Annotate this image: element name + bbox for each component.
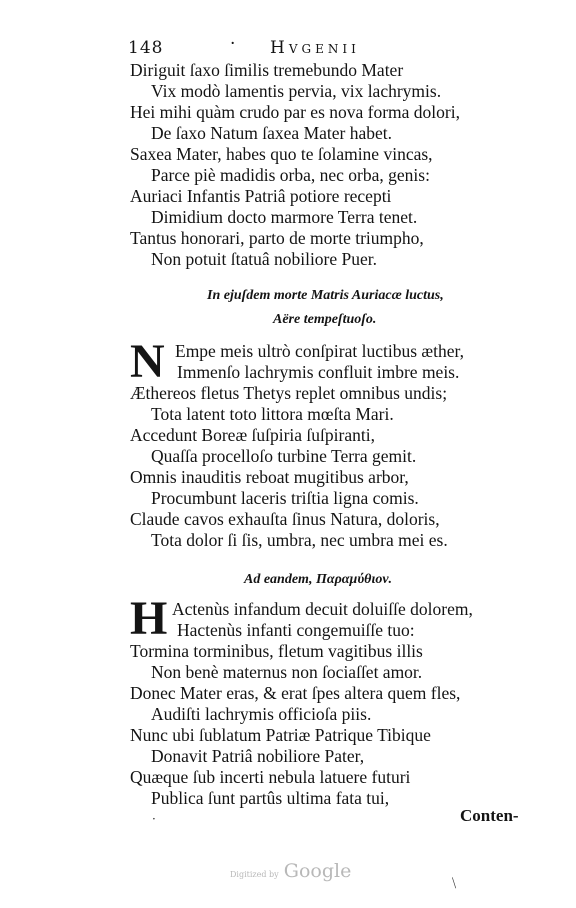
verse-line: Quæque ſub incerti nebula latuere futuri (130, 767, 411, 787)
catchword: Conten- (460, 806, 519, 825)
drop-capital: H (130, 592, 168, 645)
watermark-logo: Google (283, 860, 352, 882)
verse-line: Tota dolor ſi ſis, umbra, nec umbra mei es. (151, 530, 448, 550)
verse-line: Saxea Mater, habes quo te ſolamine vincas, (130, 144, 433, 164)
verse-line: Accedunt Boreæ ſuſpiria ſuſpiranti, (130, 425, 375, 445)
verse-line: Immenſo lachrymis confluit imbre meis. (177, 362, 460, 382)
header-separator: · (230, 34, 237, 54)
drop-capital: N (130, 335, 165, 388)
verse-line: Non benè maternus non ſociaſſet amor. (151, 662, 423, 682)
verse-line: Publica ſunt partûs ultima fata tui, (151, 788, 390, 808)
verse-line: Quaſſa procelloſo turbine Terra gemit. (151, 446, 417, 466)
verse-line: Omnis inauditis reboat mugitibus arbor, (130, 467, 409, 487)
verse-line: De ſaxo Natum ſaxea Mater habet. (151, 123, 393, 143)
verse-line: Claude cavos exhauſta ſinus Natura, doloris, (130, 509, 440, 529)
verse-line: Audiſti lachrymis officioſa piis. (151, 704, 372, 724)
verse-line: Nunc ubi ſublatum Patriæ Patrique Tibique (130, 725, 431, 745)
verse-line: Tota latent toto littora mœſta Mari. (151, 404, 394, 424)
verse-line: Donavit Patriâ nobiliore Pater, (151, 746, 365, 766)
verse-line: Donec Mater eras, & erat ſpes altera quem fles, (130, 683, 461, 703)
section-heading: Ad eandem, Παραμύθιον. (244, 572, 393, 587)
verse-line: Actenùs infandum decuit doluiſſe dolorem, (172, 599, 473, 619)
page-number: 148 (128, 38, 164, 58)
ink-speck: ⧹ (452, 876, 457, 890)
ink-speck: · (152, 812, 156, 826)
verse-line: Hactenùs infanti congemuiſſe tuo: (177, 620, 415, 640)
verse-line: Dimidium docto marmore Terra tenet. (151, 207, 418, 227)
verse-line: Non potuit ſtatuâ nobiliore Puer. (151, 249, 378, 269)
verse-line: Diriguit ſaxo ſimilis tremebundo Mater (130, 60, 404, 80)
verse-line: Empe meis ultrò conſpirat luctibus æther, (175, 341, 464, 361)
verse-line: Tormina torminibus, fletum vagitibus illis (130, 641, 423, 661)
verse-line: Tantus honorari, parto de morte triumpho, (130, 228, 424, 248)
watermark-prefix: Digitized by (230, 870, 279, 879)
verse-line: Auriaci Infantis Patriâ potiore recepti (130, 186, 392, 206)
verse-line: Æthereos fletus Thetys replet omnibus undis; (130, 383, 448, 403)
page-header (128, 34, 388, 60)
verse-line: Hei mihi quàm crudo par es nova forma dolori, (130, 102, 460, 122)
section-subheading: Aëre tempeſtuoſo. (273, 312, 377, 327)
verse-line: Parce piè madidis orba, nec orba, genis: (151, 165, 430, 185)
verse-line: Vix modò lamentis pervia, vix lachrymis. (151, 81, 442, 101)
running-title: Hvgenii (270, 38, 360, 58)
section-heading: In ejuſdem morte Matris Auriacæ luctus, (207, 288, 444, 303)
verse-line: Procumbunt laceris triſtia ligna comis. (151, 488, 419, 508)
digitization-watermark (230, 860, 351, 882)
